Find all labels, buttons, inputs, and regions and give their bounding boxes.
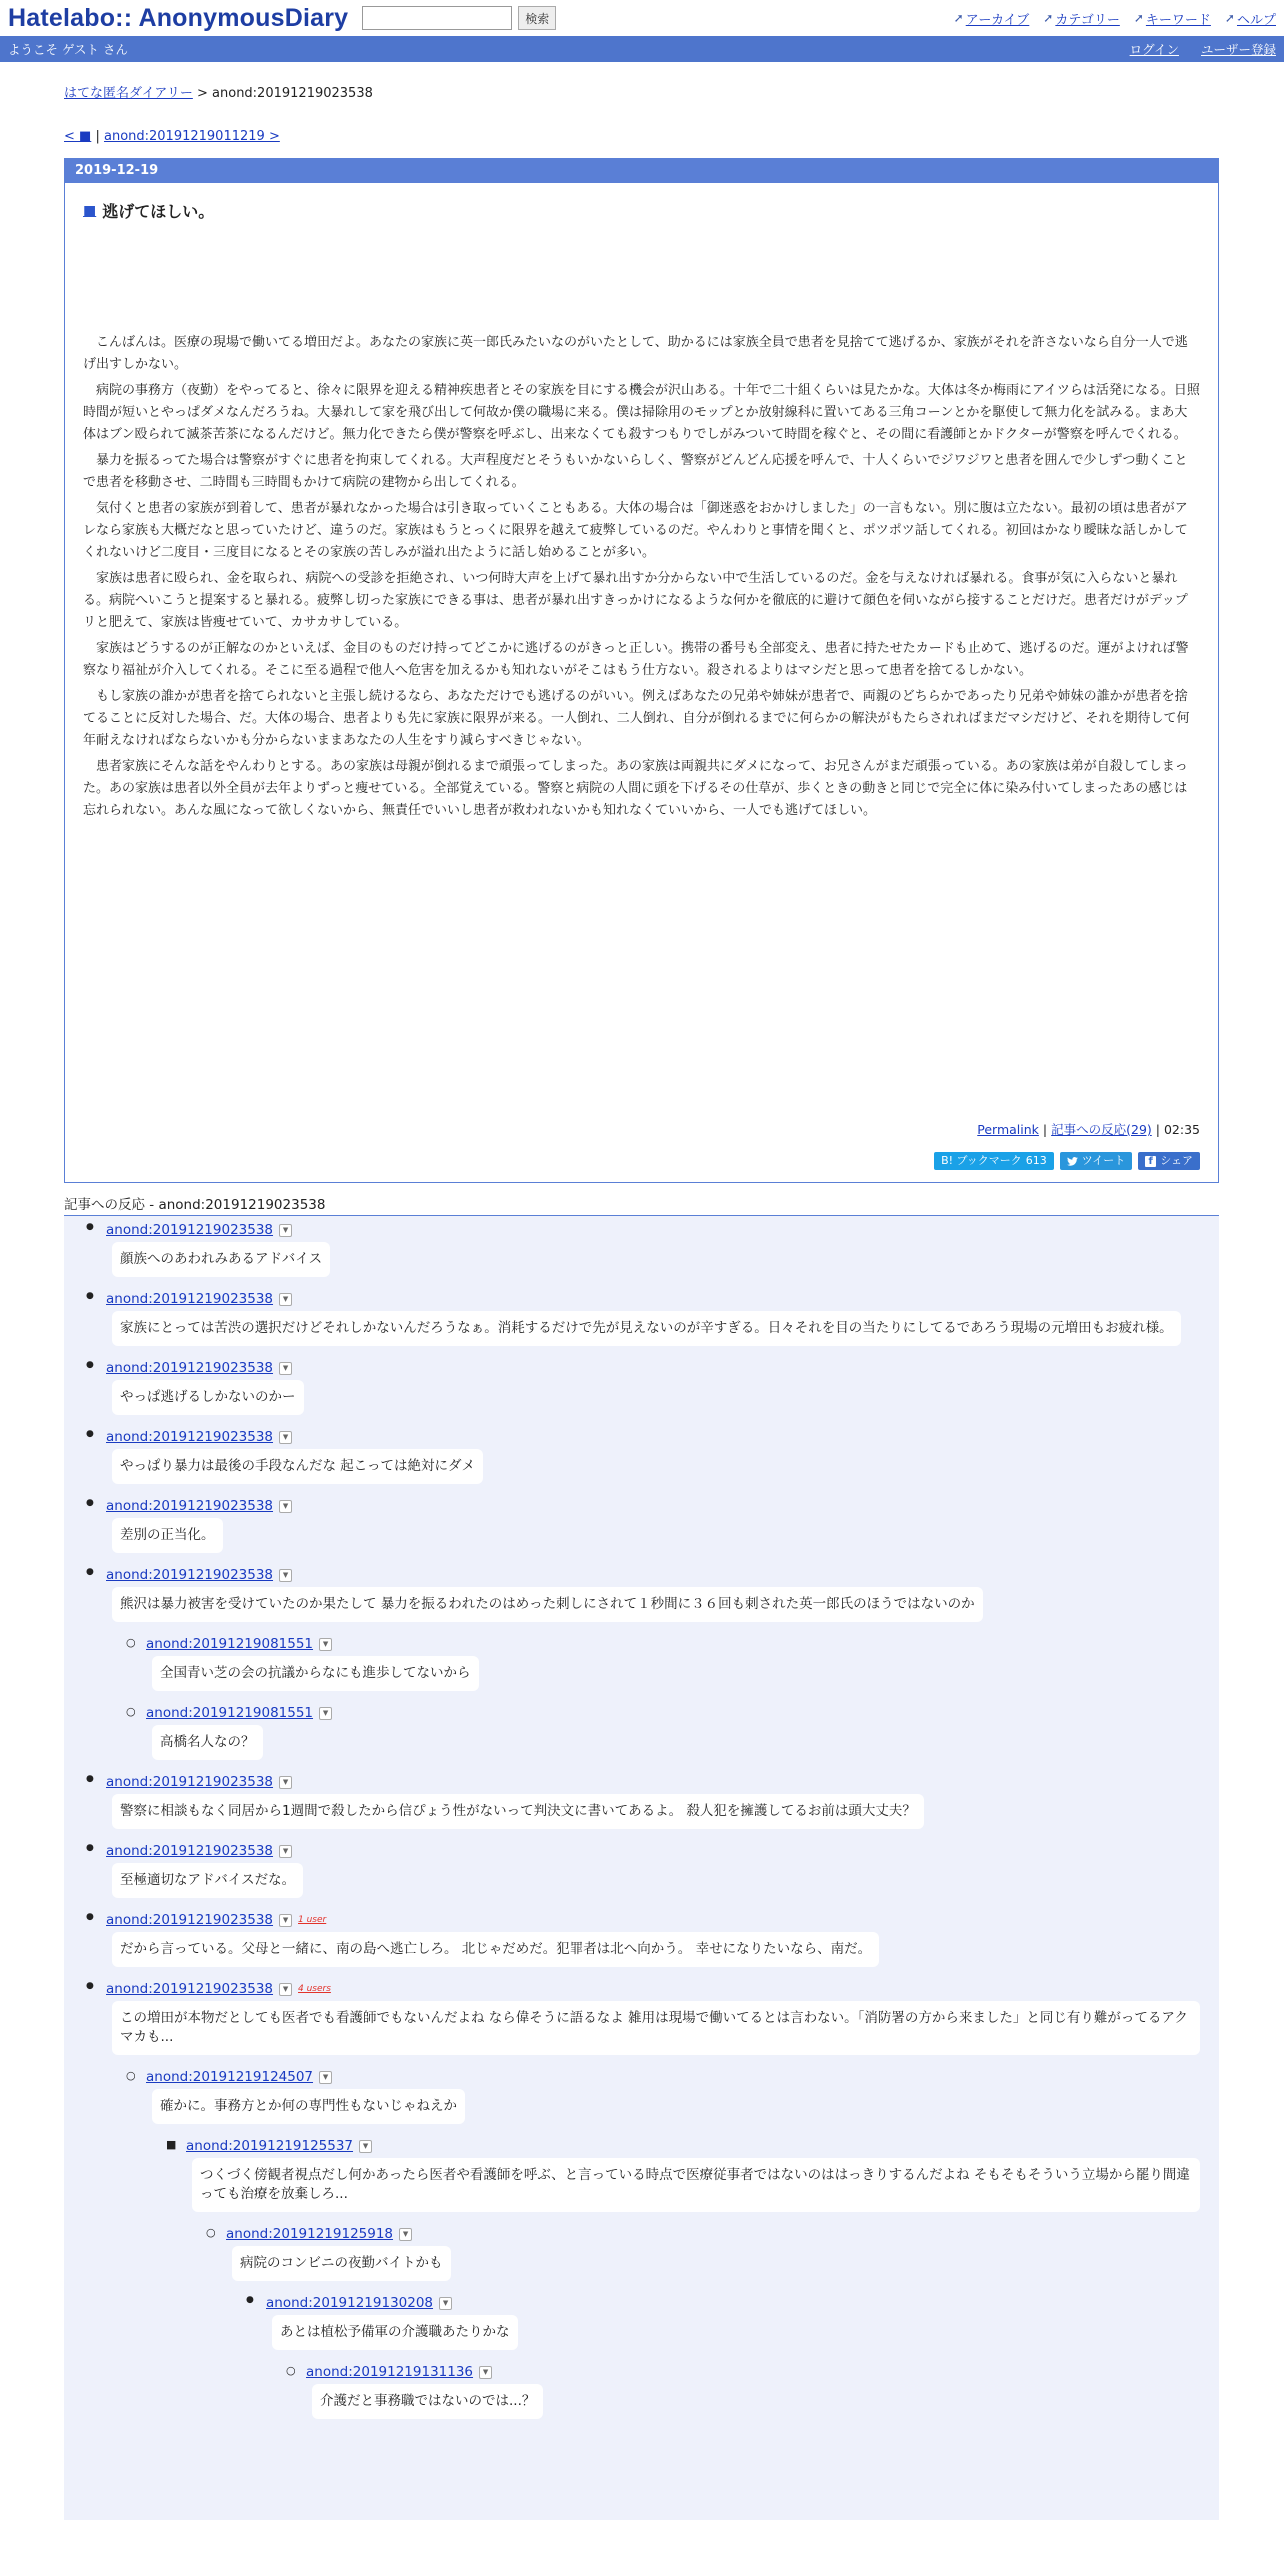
arrow-icon: ➚ <box>1224 11 1235 25</box>
reaction-text: 家族にとっては苦渋の選択だけどそれしかないんだろうなぁ。消耗するだけで先が見えないのが辛すぎる。日々それを目の当たりにしてるであろう現場の元増田もお疲れ様。 <box>112 1311 1181 1346</box>
reaction-id-link[interactable]: anond:20191219023538 <box>106 1981 274 1997</box>
reaction-id-link[interactable]: anond:20191219125537 <box>186 2138 354 2154</box>
reaction-text: あとは植松予備軍の介護職あたりかな <box>272 2315 518 2350</box>
share-label: シェア <box>1160 1154 1193 1167</box>
facebook-share-button[interactable] <box>1138 1152 1200 1170</box>
reaction-text: 全国青い芝の会の抗議からなにも進歩してないから <box>152 1656 479 1691</box>
reaction-text: やっぱ逃げるしかないのかー <box>112 1380 304 1415</box>
top-bar <box>0 0 1284 36</box>
reaction-item <box>64 1841 1219 1910</box>
facebook-icon: f <box>1145 1156 1156 1167</box>
site-logo[interactable]: Hatelabo:: AnonymousDiary <box>8 3 349 32</box>
login-link[interactable]: ログイン <box>1129 42 1179 57</box>
reaction-item <box>64 1496 1219 1565</box>
reaction-text: この増田が本物だとしても医者でも看護師でもないんだよね なら偉そうに語るなよ 雑用は現場で働いてるとは言わない。「消防署の方から来ました」と同じ有り難がってるアクマカも... <box>112 2001 1200 2055</box>
bookmark-count: 613 <box>1025 1154 1047 1167</box>
reaction-text: 顔族へのあわれみあるアドバイス <box>112 1242 330 1277</box>
reaction-text: 確かに。事務方とか何の専門性もないじゃねえか <box>152 2089 465 2124</box>
reaction-id-link[interactable]: anond:20191219023538 <box>106 1291 274 1307</box>
entry-paragraph: 患者家族にそんな話をやんわりとする。あの家族は母親が倒れるまで頑張ってしまった。あの家族は両親共にダメになって、お兄さんがまだ頑張っている。あの家族は弟が自殺してしまった。あの家族は患者以外全員が去年よりずっと痩せている。全部覚えている。警察と病院の人間に頭を下げるその仕草が、歩くときの動きと同じで完全に体に染み付いてしまったあの感じは忘れられない。あんな風になって欲しくないから、無責任でいいし患者が救われないかも知れなくていいから、一人でも逃げてほしい。 <box>83 759 1188 818</box>
pager-separator: | <box>95 129 100 144</box>
chevron-down-icon[interactable]: ▼ <box>279 1845 292 1858</box>
reaction-header <box>106 1565 1219 1585</box>
bullet-icon: ● <box>86 1843 94 1853</box>
entry-time: 02:35 <box>1163 1122 1200 1137</box>
bullet-icon: ● <box>86 1429 94 1439</box>
reaction-item <box>64 1565 1219 1634</box>
reaction-header <box>106 1358 1219 1378</box>
entry-pager <box>64 129 1219 144</box>
nav-keyword[interactable] <box>1134 9 1211 28</box>
bullet-icon: ○ <box>126 1705 136 1718</box>
reaction-item <box>64 1289 1219 1358</box>
tweet-label: ツイート <box>1081 1154 1126 1167</box>
reaction-header <box>306 2362 1219 2382</box>
bullet-icon: ○ <box>126 1636 136 1649</box>
reaction-item <box>64 2293 1219 2362</box>
reaction-header <box>106 1496 1219 1516</box>
chevron-down-icon[interactable]: ▼ <box>279 1776 292 1789</box>
reaction-id-link[interactable]: anond:20191219081551 <box>146 1705 314 1721</box>
bullet-icon: ○ <box>206 2226 216 2239</box>
bullet-icon: ● <box>86 1912 94 1922</box>
reaction-item <box>64 1427 1219 1496</box>
reactions-tree <box>64 1216 1219 2520</box>
entry-date: 2019-12-19 <box>65 159 1218 183</box>
reaction-header <box>266 2293 1219 2313</box>
reaction-item <box>64 1703 1219 1772</box>
reaction-item <box>64 2136 1219 2224</box>
reaction-item <box>64 1979 1219 2067</box>
entry-title-mark-link[interactable]: ■ <box>83 202 97 219</box>
reaction-item <box>64 1220 1219 1289</box>
chevron-down-icon[interactable]: ▼ <box>279 1983 292 1996</box>
reaction-id-link[interactable]: anond:20191219023538 <box>106 1222 274 1238</box>
permalink-link[interactable]: Permalink <box>977 1122 1039 1137</box>
footer-separator: | <box>1042 1122 1048 1137</box>
chevron-down-icon[interactable]: ▼ <box>359 2140 372 2153</box>
reaction-header <box>146 1634 1219 1654</box>
chevron-down-icon[interactable]: ▼ <box>279 1362 292 1375</box>
chevron-down-icon[interactable]: ▼ <box>279 1431 292 1444</box>
reaction-id-link[interactable]: anond:20191219023538 <box>106 1360 274 1376</box>
reaction-text: つくづく傍観者視点だし何かあったら医者や看護師を呼ぶ、と言っている時点で医療従事者ではないのははっきりするんだよね そもそもそういう立場から罷り間違っても治療を放棄しろ... <box>192 2158 1200 2212</box>
bullet-icon: ■ <box>166 2138 177 2151</box>
entry-paragraph: 気付くと患者の家族が到着して、患者が暴れなかった場合は引き取っていくこともある。大体の場合は「御迷惑をおかけしました」の一言もない。別に腹は立たない。最初の頃は患者がアレなら家族も大概だなと思っていたけど、違うのだ。家族はもうとっくに限界を越えて疲弊しているのだ。やんわりと事情を聞くと、ポツポツ話してくれる。初回はかなり曖昧な話しかしてくれないけど二度目・三度目になるとその家族の苦しみが溢れ出たように話し始めることが多い。 <box>83 501 1188 560</box>
search-input[interactable] <box>362 6 512 30</box>
reaction-id-link[interactable]: anond:20191219131136 <box>306 2364 474 2380</box>
bullet-icon: ● <box>86 1222 94 1232</box>
entry-title <box>83 199 1200 222</box>
nav-category-link[interactable]: カテゴリー <box>1055 12 1120 28</box>
bullet-icon: ● <box>86 1360 94 1370</box>
user-bar <box>0 36 1284 62</box>
reaction-id-link[interactable]: anond:20191219023538 <box>106 1567 274 1583</box>
chevron-down-icon[interactable]: ▼ <box>319 1707 332 1720</box>
reaction-text: 病院のコンビニの夜勤バイトかも <box>232 2246 451 2281</box>
arrow-icon: ➚ <box>1043 11 1054 25</box>
reaction-id-link[interactable]: anond:20191219124507 <box>146 2069 314 2085</box>
reaction-id-link[interactable]: anond:20191219125918 <box>226 2226 394 2242</box>
reaction-text: 熊沢は暴力被害を受けていたのか果たして 暴力を振るわれたのはめった刺しにされて１秒間に３６回も刺された英一郎氏のほうではないのか <box>112 1587 983 1622</box>
reaction-item <box>64 2224 1219 2293</box>
reactions-heading: 記事への反応 - anond:20191219023538 <box>64 1191 1219 1216</box>
next-entry-link[interactable]: anond:20191219011219 > <box>103 129 280 144</box>
reaction-text: 高橋名人なの？ <box>152 1725 263 1760</box>
entry-paragraph: 家族はどうするのが正解なのかといえば、金目のものだけ持ってどこかに逃げるのがきっと正しい。携帯の番号も全部変え、患者に持たせたカードも止めて、逃げるのだ。運がよければ警察なり福祉が介入してくれる。そこに至る過程で他人へ危害を加えるかも知れないがそこはもう仕方ない。殺されるよりはマシだと思って患者を捨てるしかない。 <box>83 641 1189 678</box>
chevron-down-icon[interactable]: ▼ <box>279 1293 292 1306</box>
reaction-id-link[interactable]: anond:20191219023538 <box>106 1843 274 1859</box>
main-content <box>64 82 1219 2520</box>
prev-entry-link[interactable]: < ■ <box>64 129 92 144</box>
reaction-header <box>106 1910 1219 1930</box>
entry-paragraph: こんばんは。医療の現場で働いてる増田だよ。あなたの家族に英一郎氏みたいなのがいたとして、助かるには家族全員で患者を見捨てて逃げるか、家族がそれを許さないなら自分一人で逃げ出すしかない。 <box>83 335 1188 372</box>
bullet-icon: ● <box>86 1981 94 1991</box>
reaction-id-link[interactable]: anond:20191219081551 <box>146 1636 314 1652</box>
nav-keyword-link[interactable]: キーワード <box>1145 12 1211 28</box>
reaction-header <box>106 1427 1219 1447</box>
reaction-header <box>226 2224 1219 2244</box>
bullet-icon: ● <box>86 1567 94 1577</box>
reaction-header <box>106 1220 1219 1240</box>
reaction-text: 至極適切なアドバイスだな。 <box>112 1863 303 1898</box>
breadcrumb-current: anond:20191219023538 <box>212 86 373 101</box>
reaction-id-link[interactable]: anond:20191219023538 <box>106 1429 274 1445</box>
reaction-item <box>64 2362 1219 2431</box>
entry-paragraph: 暴力を振るってた場合は警察がすぐに患者を拘束してくれる。大声程度だとそうもいかないらしく、警察がどんどん応援を呼んで、十人くらいでジワジワと患者を囲んで少しずつ動くことで患者を移動させ、二時間も三時間もかけて病院の建物から出してくれる。 <box>83 453 1188 490</box>
top-links <box>954 9 1276 28</box>
reaction-item <box>64 1910 1219 1979</box>
reaction-text: 差別の正当化。 <box>112 1518 223 1553</box>
reaction-item <box>64 2067 1219 2136</box>
nav-archive-link[interactable]: アーカイブ <box>965 12 1030 28</box>
chevron-down-icon[interactable]: ▼ <box>479 2366 492 2379</box>
entry-paragraph: もし家族の誰かが患者を捨てられないと主張し続けるなら、あなただけでも逃げるのがいい。例えばあなたの兄弟や姉妹が患者で、両親のどちらかであったり兄弟や姉妹の誰かが患者を捨てることに反対した場合、だ。大体の場合、患者よりも先に家族に限界が来る。一人倒れ、二人倒れ、自分が倒れるまでに何らかの解決がもたらされればまだマシだけど、それを期待して何年耐えなければならないかも分からないままあなたの人生をすり減らすべきじゃない。 <box>83 689 1190 748</box>
chevron-down-icon[interactable]: ▼ <box>279 1224 292 1237</box>
reaction-header <box>186 2136 1219 2156</box>
search-button[interactable]: 検索 <box>518 6 556 30</box>
bookmark-label: B! ブックマーク <box>941 1154 1022 1167</box>
reaction-header <box>106 1289 1219 1309</box>
reaction-item <box>64 1634 1219 1703</box>
reaction-header <box>146 2067 1219 2087</box>
bullet-icon: ● <box>246 2295 254 2305</box>
entry-paragraph: 家族は患者に殴られ、金を取られ、病院への受診を拒絶され、いつ何時大声を上げて暴れ出すか分からない中で生活しているのだ。金を与えなければ暴れる。食事が気に入らないと暴れる。病院へいこうと提案すると暴れる。疲弊し切った家族にできる事は、患者が暴れ出すきっかけになるような何かを徹底的に避けて顔色を伺いながら接することだけだ。患者だけがデップリと肥えて、家族は皆痩せていて、カサカサしている。 <box>83 571 1188 630</box>
nav-help[interactable] <box>1225 9 1276 28</box>
entry-text <box>83 332 1200 822</box>
reaction-header <box>106 1772 1219 1792</box>
arrow-icon: ➚ <box>953 11 964 25</box>
reaction-header <box>106 1841 1219 1861</box>
twitter-bird-icon <box>1067 1157 1078 1166</box>
chevron-down-icon[interactable]: ▼ <box>279 1569 292 1582</box>
welcome-text: ようこそ ゲスト さん <box>8 42 128 57</box>
reaction-item <box>64 1358 1219 1427</box>
chevron-down-icon[interactable]: ▼ <box>279 1914 292 1927</box>
reaction-text: 警察に相談もなく同居から1週間で殺したから信ぴょう性がないって判決文に書いてあるよ。 殺人犯を擁護してるお前は頭大丈夫？ <box>112 1794 924 1829</box>
reaction-id-link[interactable]: anond:20191219023538 <box>106 1774 274 1790</box>
arrow-icon: ➚ <box>1133 11 1144 25</box>
chevron-down-icon[interactable]: ▼ <box>319 1638 332 1651</box>
chevron-down-icon[interactable]: ▼ <box>439 2297 452 2310</box>
chevron-down-icon[interactable]: ▼ <box>399 2228 412 2241</box>
share-buttons <box>83 1152 1200 1170</box>
entry-title-text: 逃げてほしい。 <box>102 202 215 221</box>
nav-help-link[interactable]: ヘルプ <box>1236 12 1276 28</box>
bullet-icon: ● <box>86 1774 94 1784</box>
reaction-text: 介護だと事務職ではないのでは...？ <box>312 2384 543 2419</box>
reactions-count-link[interactable]: 記事への反応(29) <box>1051 1122 1152 1137</box>
chevron-down-icon[interactable]: ▼ <box>319 2071 332 2084</box>
hatena-bookmark-button[interactable] <box>934 1152 1054 1170</box>
breadcrumb-home-link[interactable]: はてな匿名ダイアリー <box>64 86 193 101</box>
nav-archive[interactable] <box>954 9 1030 28</box>
reaction-header <box>106 1979 1219 1999</box>
nav-category[interactable] <box>1043 9 1120 28</box>
bookmark-users-badge[interactable]: 4 users <box>298 1984 331 1994</box>
entry-footer <box>83 1120 1200 1138</box>
bookmark-users-badge[interactable]: 1 user <box>298 1915 327 1925</box>
diary-entry <box>64 158 1219 1183</box>
bullet-icon: ○ <box>126 2069 136 2082</box>
reaction-header <box>146 1703 1219 1723</box>
breadcrumb-separator: > <box>196 86 208 101</box>
tweet-button[interactable] <box>1060 1152 1132 1170</box>
bullet-icon: ● <box>86 1291 94 1301</box>
bullet-icon: ○ <box>286 2364 296 2377</box>
chevron-down-icon[interactable]: ▼ <box>279 1500 292 1513</box>
reaction-id-link[interactable]: anond:20191219130208 <box>266 2295 434 2311</box>
register-link[interactable]: ユーザー登録 <box>1200 42 1276 57</box>
entry-paragraph: 病院の事務方（夜勤）をやってると、徐々に限界を迎える精神疾患者とその家族を目にする機会が沢山ある。十年で二十組くらいは見たかな。大体は冬か梅雨にアイツらは活発になる。日照時間が短いとやっぱダメなんだろうね。大暴れして家を飛び出して何故か僕の職場に来る。僕は掃除用のモップとか放射線科に置いてある三角コーンとかを駆使して無力化を試みる。まあ大体はブン殴られて滅茶苦茶になるんだけど。無力化できたら僕が警察を呼ぶし、出来なくても殺すつもりでしがみついて時間を稼ぐと、その間に看護師とかドクターが警察を呼んでくれる。 <box>83 383 1200 442</box>
reaction-id-link[interactable]: anond:20191219023538 <box>106 1912 274 1928</box>
footer-separator: | <box>1155 1122 1160 1137</box>
breadcrumb <box>64 82 1219 101</box>
reaction-item <box>64 1772 1219 1841</box>
bullet-icon: ● <box>86 1498 94 1508</box>
reaction-text: だから言っている。父母と一緒に、南の島へ逃亡しろ。 北じゃだめだ。犯罪者は北へ向かう。 幸せになりたいなら、南だ。 <box>112 1932 879 1967</box>
entry-body <box>65 183 1218 1182</box>
reaction-text: やっぱり暴力は最後の手段なんだな 起こっては絶対にダメ <box>112 1449 483 1484</box>
reaction-id-link[interactable]: anond:20191219023538 <box>106 1498 274 1514</box>
